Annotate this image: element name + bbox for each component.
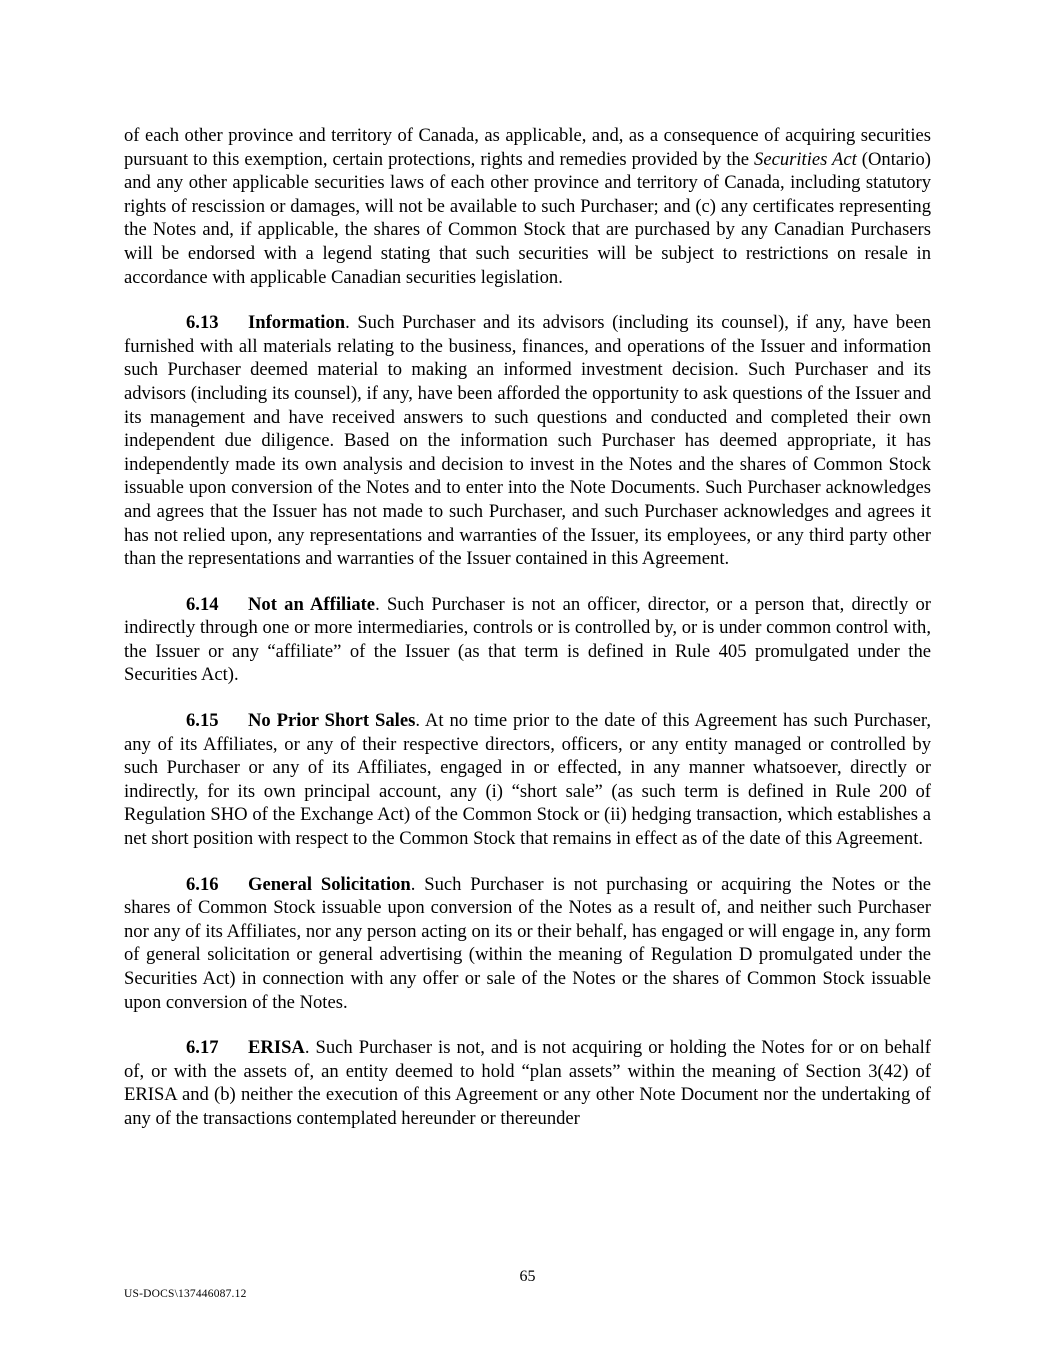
continuation-text-start: of each other province and territory of Canada, as applicable, and, as a consequence of acquiring securities pursuant to this exemption, certain protections, rights and remedies provided by the	[124, 125, 931, 170]
section-6-14	[124, 593, 931, 687]
securities-act-italic: Securities Act	[754, 148, 857, 170]
section-6-16	[124, 873, 931, 1015]
continuation-text-end: (Ontario) and any other applicable securities laws of each other province and territory of Canada, including statutory rights of rescission or damages, will not be available to such Purchaser; and (c) any certificates representing the Notes and, if applicable, the shares of Common Stock that are purchased by any Canadian Purchasers will be endorsed with a legend stating that such securities will be subject to restrictions on resale in accordance with applicable Canadian securities legislation.	[124, 148, 931, 288]
document-id: US-DOCS\137446087.12	[124, 1288, 247, 1300]
section-title: Information	[248, 312, 346, 334]
section-number: 6.13	[186, 312, 219, 334]
section-6-17	[124, 1036, 931, 1130]
page-number: 65	[519, 1268, 536, 1285]
section-6-13	[124, 311, 931, 571]
section-number: 6.16	[186, 873, 219, 895]
section-number: 6.14	[186, 593, 219, 615]
section-number: 6.15	[186, 710, 219, 732]
continuation-paragraph	[124, 124, 931, 289]
section-text: . Such Purchaser is not purchasing or acquiring the Notes or the shares of Common Stock issuable upon conversion of the Notes as a result of, and neither such Purchaser nor any of its Affiliates, nor any person acting on its or their behalf, has engaged or will engage in, any form of general solicitation or general advertising (within the meaning of Regulation D promulgated under the Securities Act) in connection with any offer or sale of the Notes or the shares of Common Stock issuable upon conversion of the Notes.	[124, 873, 931, 1013]
section-text: . Such Purchaser is not, and is not acquiring or holding the Notes for or on behalf of, or with the assets of, an entity deemed to hold “plan assets” within the meaning of Section 3(42) of ERISA and (b) neither the execution of this Agreement or any other Note Document nor the undertaking of any of the transactions contemplated hereunder or thereunder	[124, 1037, 931, 1129]
section-title: Not an Affiliate	[248, 593, 376, 615]
section-text: . Such Purchaser and its advisors (including its counsel), if any, have been furnished with all materials relating to the business, finances, and operations of the Issuer and information such Purchaser deemed material to making an informed investment decision. Such Purchaser and its advisors (including its counsel), if any, have been afforded the opportunity to ask questions of the Issuer and its management and have received answers to such questions and conducted and completed their own independent due diligence. Based on the information such Purchaser has deemed appropriate, it has independently made its own analysis and decision to invest in the Notes and the shares of Common Stock issuable upon conversion of the Notes and to enter into the Note Documents. Such Purchaser acknowledges and agrees that the Issuer has not made to such Purchaser, and such Purchaser acknowledges and agrees it has not relied upon, any representations and warranties of the Issuer, its employees, or any third party other than the representations and warranties of the Issuer contained in this Agreement.	[124, 312, 931, 570]
section-6-15	[124, 709, 931, 851]
section-text: . At no time prior to the date of this Agreement has such Purchaser, any of its Affiliates, or any of their respective directors, officers, or any entity managed or controlled by such Purchaser or any of its Affiliates, engaged in or effected, in any manner whatsoever, directly or indirectly, for its own principal account, any (i) “short sale” (as such term is defined in Rule 200 of Regulation SHO of the Exchange Act) of the Common Stock or (ii) hedging transaction, which establishes a net short position with respect to the Common Stock that remains in effect as of the date of this Agreement.	[124, 710, 931, 850]
document-body	[124, 124, 931, 1153]
section-text: . Such Purchaser is not an officer, director, or a person that, directly or indirectly through one or more intermediaries, controls or is controlled by, or is under common control with, the Issuer or any “affiliate” of the Issuer (as that term is defined in Rule 405 promulgated under the Securities Act).	[124, 593, 931, 686]
section-number: 6.17	[186, 1037, 219, 1059]
section-title: General Solicitation	[248, 873, 411, 895]
section-title: ERISA	[248, 1037, 305, 1059]
section-title: No Prior Short Sales	[248, 710, 416, 732]
